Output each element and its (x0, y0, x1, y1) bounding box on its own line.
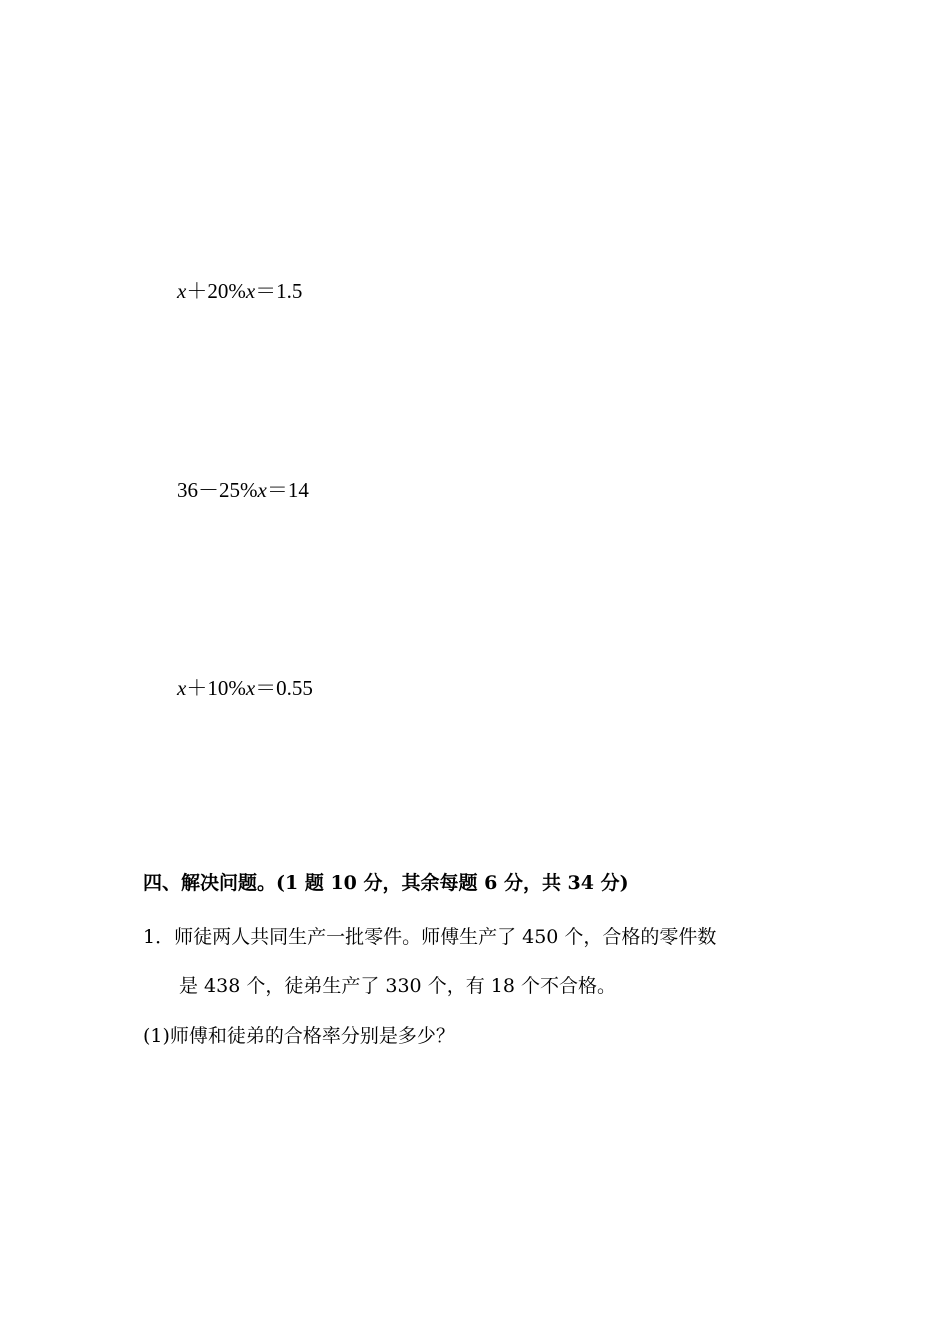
problem-1-subquestion-1: (1)师傅和徒弟的合格率分别是多少？ (143, 1025, 455, 1047)
equation-2-variable: x (257, 478, 267, 502)
equation-3 (177, 678, 313, 699)
equation-2-term: 36－25% (177, 478, 258, 502)
problem-1-line-2: 是 438 个，徒弟生产了 330 个，有 18 个不合格。 (179, 975, 616, 997)
equation-1-term: ＋20% (186, 279, 246, 303)
equation-3-variable: x (177, 676, 187, 700)
equation-2 (177, 480, 309, 501)
equation-3-variable-2: x (245, 676, 256, 700)
equation-1-variable: x (177, 279, 187, 303)
equation-1 (177, 281, 302, 302)
equation-1-result: ＝1.5 (255, 279, 303, 303)
equation-1-variable-2: x (245, 279, 256, 303)
problem-1-line-1: 1．师徒两人共同生产一批零件。师傅生产了 450 个，合格的零件数 (143, 926, 717, 948)
equation-3-result: ＝0.55 (255, 676, 313, 700)
equation-3-term: ＋10% (186, 676, 246, 700)
equation-2-result: ＝14 (266, 478, 309, 502)
section-heading: 四、解决问题。(1 题 10 分，其余每题 6 分，共 34 分) (143, 872, 629, 894)
